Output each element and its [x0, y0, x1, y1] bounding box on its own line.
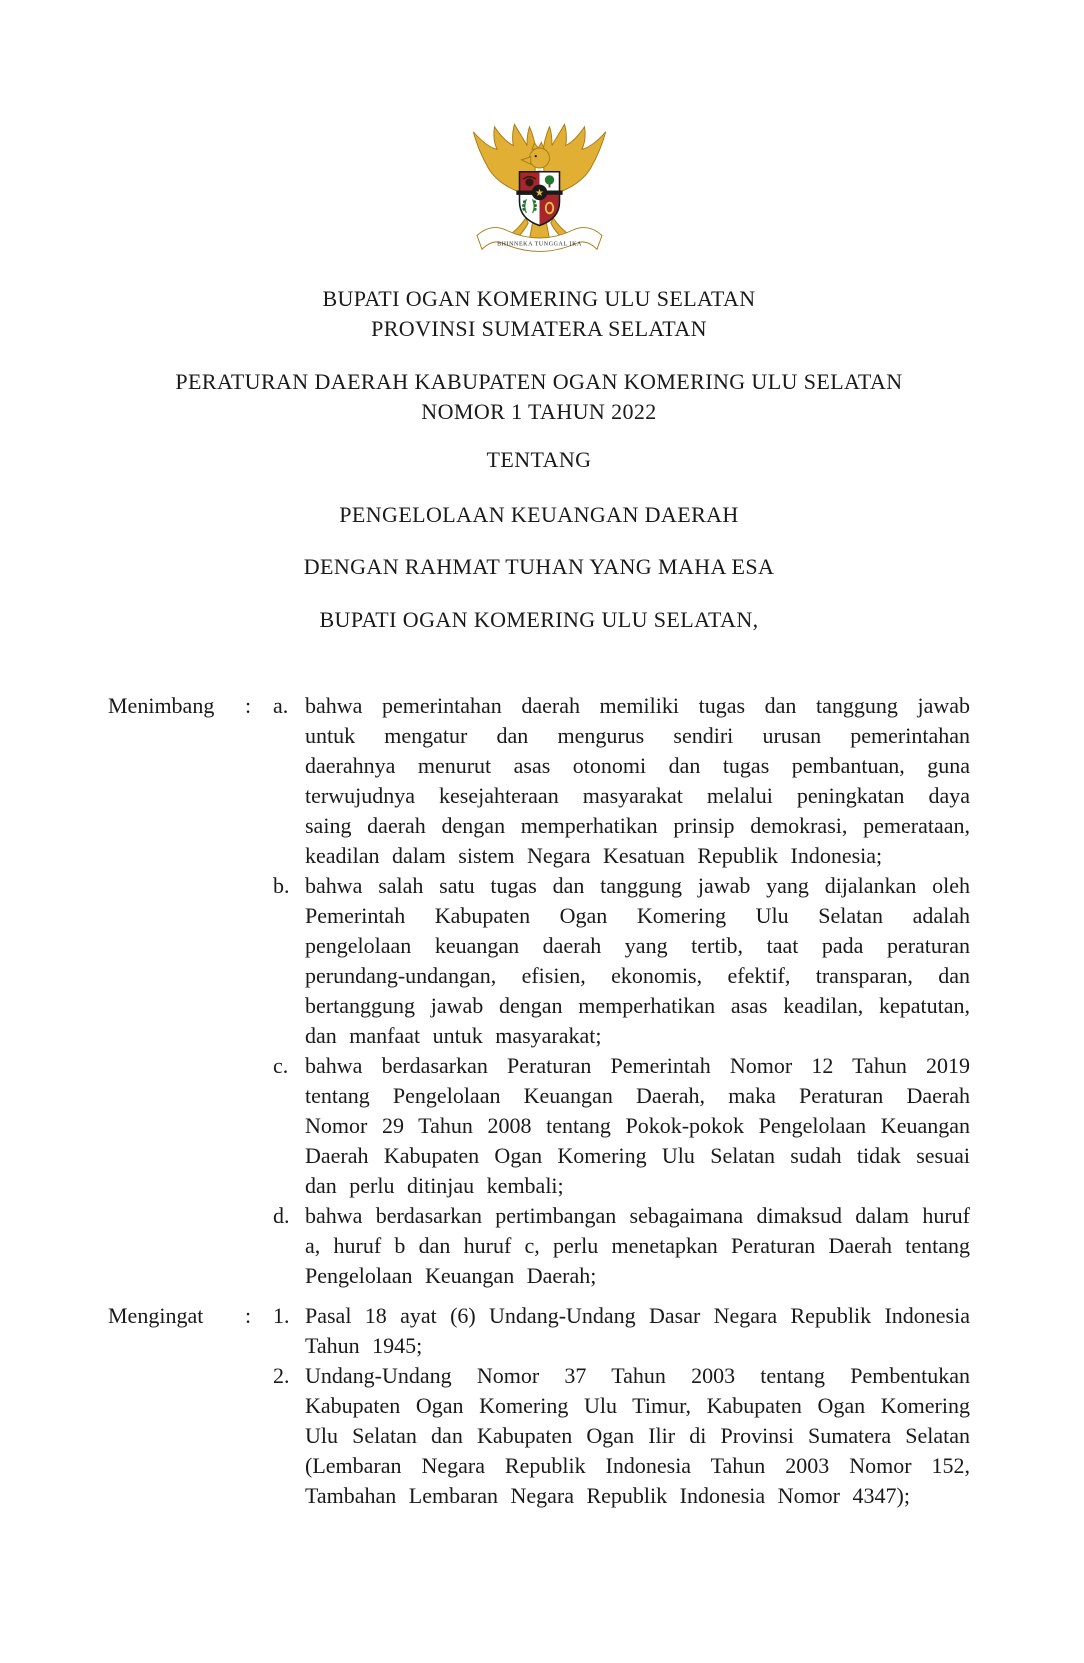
legal-basis-item-1	[273, 1301, 970, 1361]
tentang-label: TENTANG	[486, 447, 592, 472]
item-marker: 1.	[273, 1303, 290, 1328]
item-marker: d.	[273, 1203, 290, 1228]
item-text: Pasal 18 ayat (6) Undang-Undang Dasar Negara Republik Indonesia Tahun 1945;	[305, 1303, 970, 1358]
garuda-icon	[458, 113, 621, 263]
consideration-item-b	[273, 871, 970, 1051]
menimbang-colon: :	[245, 693, 252, 718]
invocation-line: DENGAN RAHMAT TUHAN YANG MAHA ESA	[303, 554, 775, 579]
menimbang-items	[273, 691, 970, 1291]
consideration-item-d	[273, 1201, 970, 1291]
province-title: PROVINSI SUMATERA SELATAN	[371, 316, 707, 341]
item-marker: a.	[273, 693, 289, 718]
mengingat-section	[108, 1301, 970, 1511]
star-icon: ★	[534, 187, 544, 199]
motto-text: BHINNEKA TUNGGAL IKA	[496, 241, 582, 248]
item-marker: c.	[273, 1053, 289, 1078]
menimbang-section	[108, 691, 970, 1291]
menimbang-label: Menimbang	[108, 693, 215, 718]
garuda-eye	[534, 155, 536, 157]
bupati-title: BUPATI OGAN KOMERING ULU SELATAN	[322, 286, 756, 311]
item-marker: b.	[273, 873, 290, 898]
mengingat-label: Mengingat	[108, 1303, 204, 1328]
item-text: bahwa berdasarkan Peraturan Pemerintah Nomor 12 Tahun 2019 tentang Pengelolaan Keuangan Daerah, maka Peraturan Daerah Nomor 29 Tahun 2008 tentang Pokok-pokok Pengelolaan Keuangan Daerah Kabupaten Ogan Komering Ulu Selatan sudah tidak sesuai dan perlu ditinjau kembali;	[305, 1053, 970, 1198]
regulation-title: PERATURAN DAERAH KABUPATEN OGAN KOMERING ULU SELATAN	[175, 369, 903, 394]
regulation-number: NOMOR 1 TAHUN 2022	[421, 399, 657, 424]
pancasila-shield	[516, 172, 562, 226]
item-marker: 2.	[273, 1363, 290, 1388]
mengingat-items	[273, 1301, 970, 1511]
regulation-subject: PENGELOLAAN KEUANGAN DAERAH	[339, 502, 739, 527]
item-text: bahwa salah satu tugas dan tanggung jawab yang dijalankan oleh Pemerintah Kabupaten Ogan Komering Ulu Selatan adalah pengelolaan keuangan daerah yang tertib, taat pada peraturan perundang-undangan, efisien, ekonomis, efektif, transparan, dan bertanggung jawab dengan memperhatikan asas keadilan, kepatutan, dan manfaat untuk masyarakat;	[305, 873, 970, 1048]
consideration-item-a	[273, 691, 970, 871]
item-text: bahwa berdasarkan pertimbangan sebagaimana dimaksud dalam huruf a, huruf b dan huruf c, perlu menetapkan Peraturan Daerah tentang Pengelolaan Keuangan Daerah;	[305, 1203, 970, 1288]
garuda-pancasila-emblem	[108, 113, 970, 263]
mengingat-colon: :	[245, 1303, 252, 1328]
issuer-name: BUPATI OGAN KOMERING ULU SELATAN,	[319, 607, 759, 632]
consideration-item-c	[273, 1051, 970, 1201]
legal-basis-item-2	[273, 1361, 970, 1511]
item-text: Undang-Undang Nomor 37 Tahun 2003 tentang Pembentukan Kabupaten Ogan Komering Ulu Timur, Kabupaten Ogan Komering Ulu Selatan dan Kabupaten Ogan Ilir di Provinsi Sumatera Selatan (Lembaran Negara Republik Indonesia Tahun 2003 Nomor 152, Tambahan Lembaran Negara Republik Indonesia Nomor 4347);	[305, 1363, 970, 1508]
item-text: bahwa pemerintahan daerah memiliki tugas dan tanggung jawab untuk mengatur dan mengurus sendiri urusan pemerintahan daerahnya menurut asas otonomi dan tugas pembantuan, guna terwujudnya kesejahteraan masyarakat melalui peningkatan daya saing daerah dengan memperhatikan prinsip demokrasi, pemerataan, keadilan dalam sistem Negara Kesatuan Republik Indonesia;	[305, 693, 970, 868]
